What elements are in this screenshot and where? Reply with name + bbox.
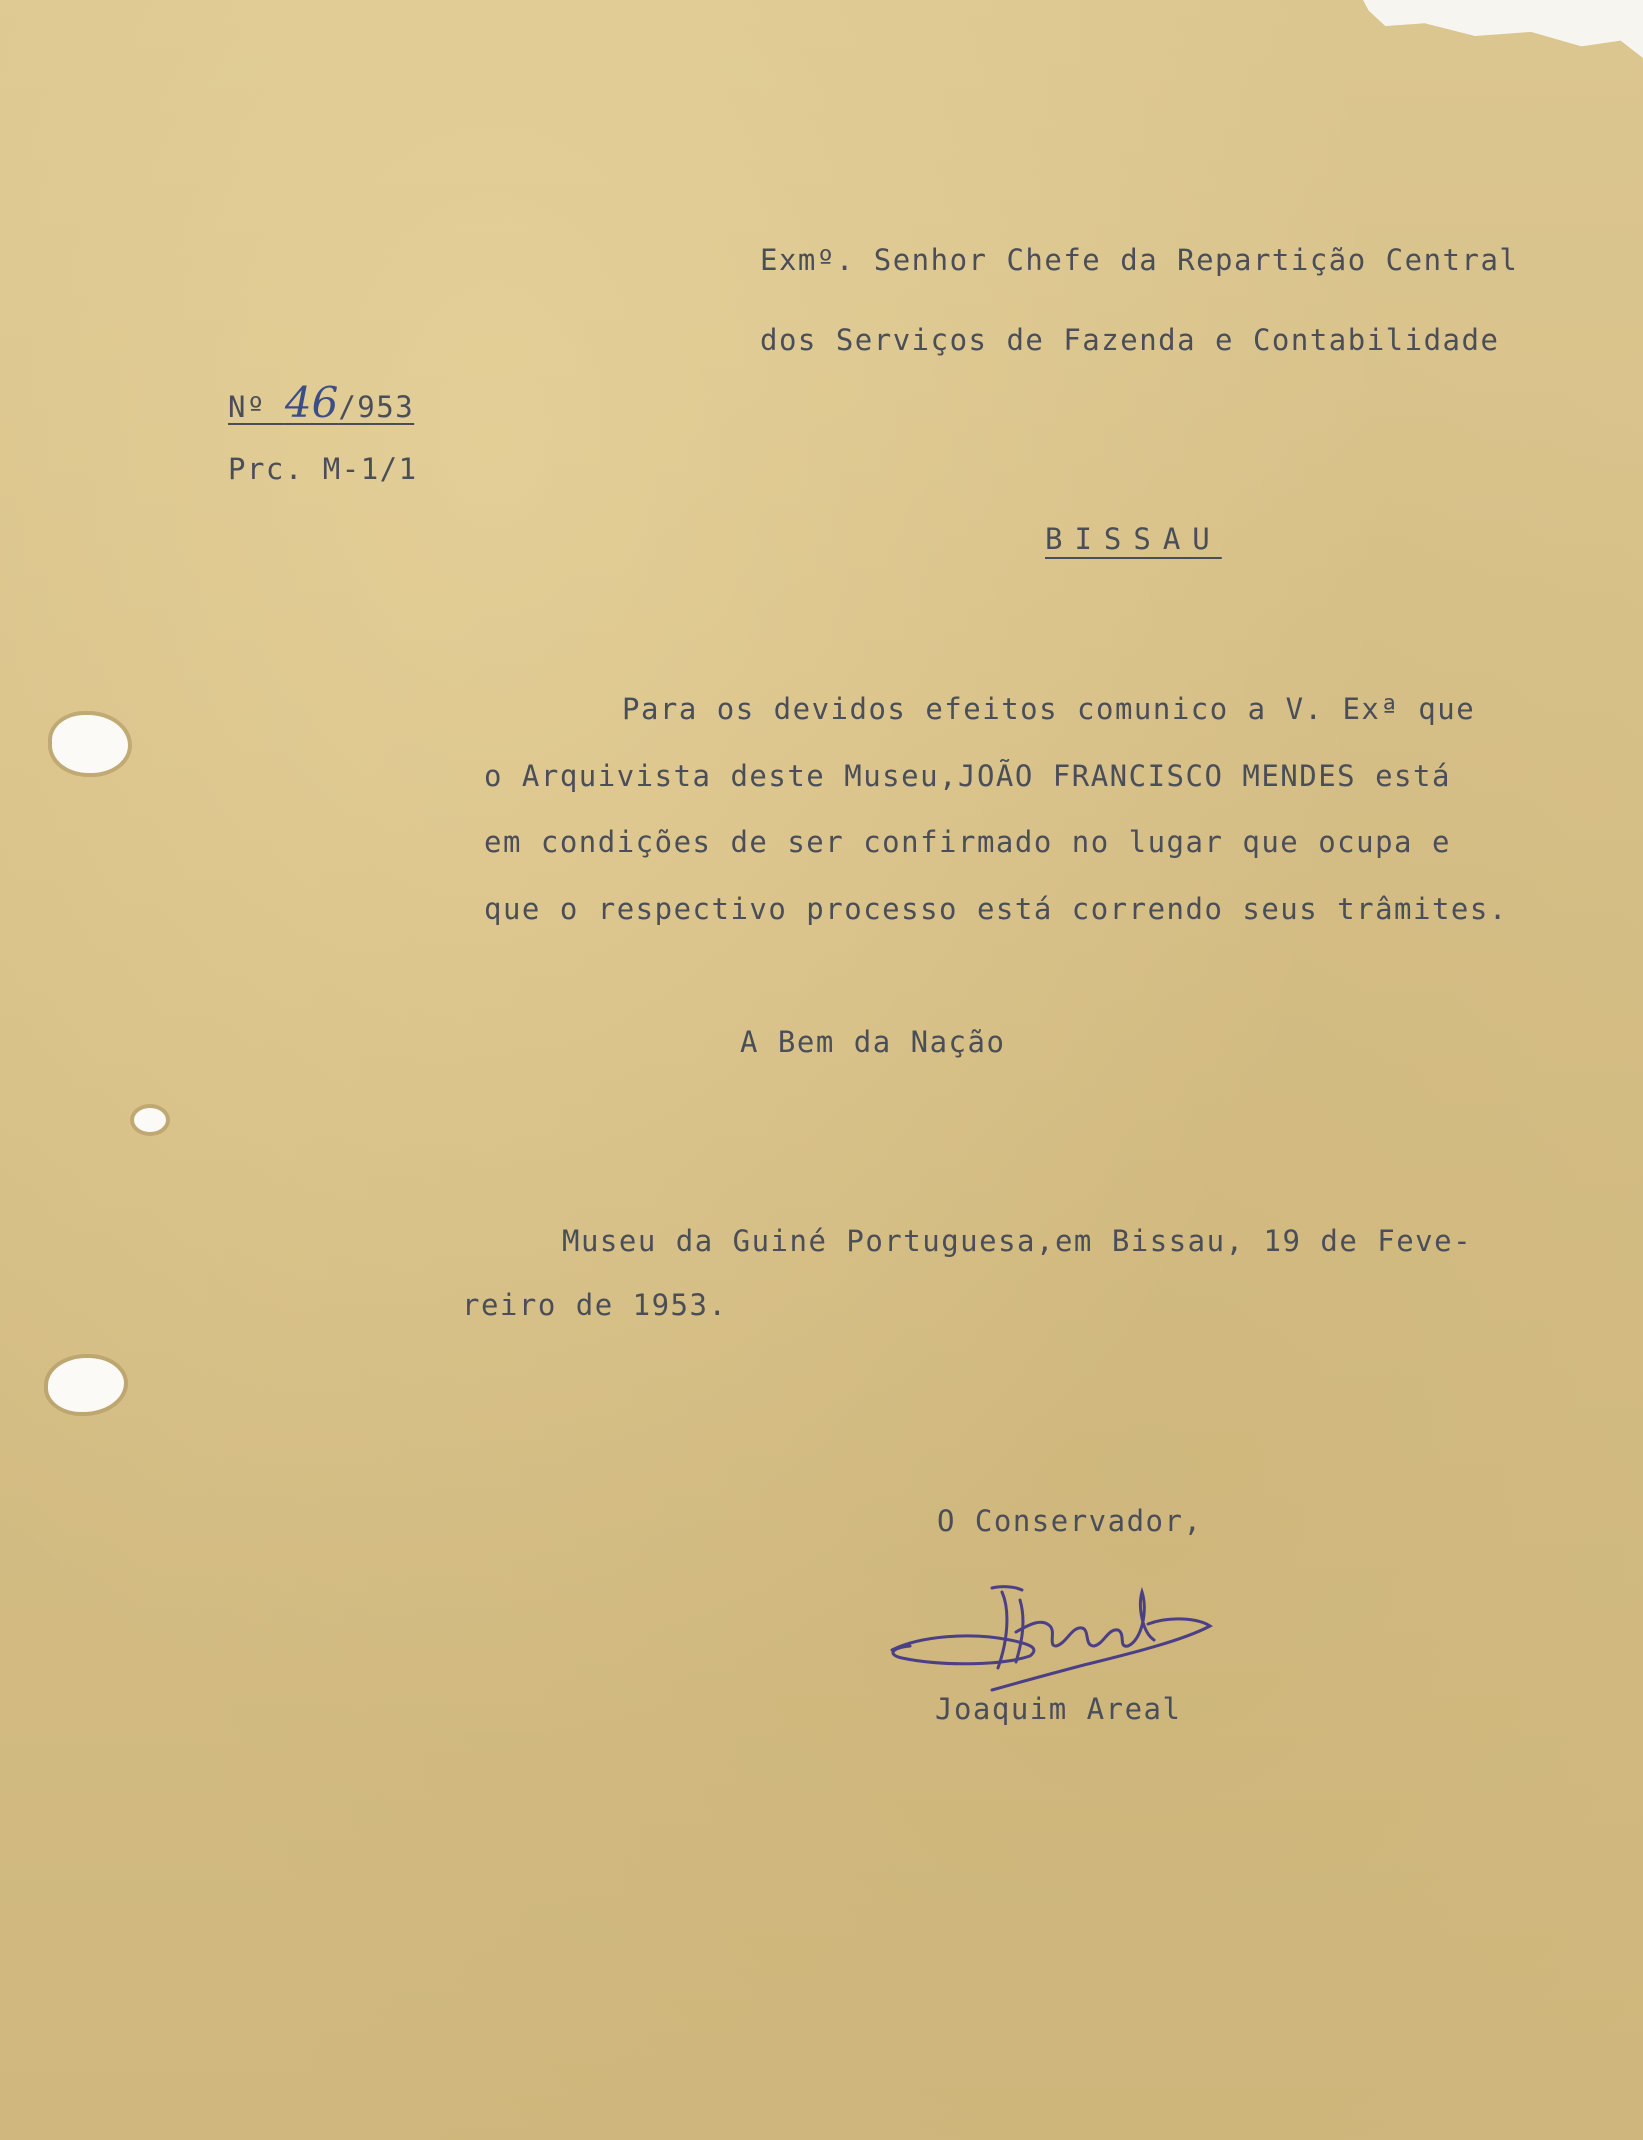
recipient-line-1: Exmº. Senhor Chefe da Repartição Central: [760, 243, 1519, 277]
punch-hole-top: [52, 715, 128, 773]
closing-salutation: A Bem da Nação: [740, 1025, 1006, 1059]
paper-tear-small: [134, 1108, 166, 1132]
body-line-1: Para os devidos efeitos comunico a V. Exª que: [622, 692, 1476, 726]
punch-hole-bottom: [48, 1358, 124, 1412]
destination-city: BISSAU: [1045, 522, 1222, 556]
place-date-line-1: Museu da Guiné Portuguesa,em Bissau, 19 de Feve-: [562, 1224, 1473, 1258]
signer-name: Joaquim Areal: [935, 1692, 1182, 1726]
process-reference: Prc. M-1/1: [228, 452, 418, 486]
place-date-line-2: reiro de 1953.: [462, 1288, 728, 1322]
reference-year: /953: [338, 390, 415, 424]
reference-number: [228, 378, 415, 427]
body-line-4: que o respectivo processo está correndo seus trâmites.: [484, 892, 1508, 926]
body-line-2: o Arquivista deste Museu,JOÃO FRANCISCO MENDES está: [484, 759, 1451, 793]
reference-prefix: Nº: [228, 390, 285, 424]
reference-handwritten-number: 46: [284, 378, 339, 427]
recipient-line-2: dos Serviços de Fazenda e Contabilidade: [760, 323, 1500, 357]
signer-role: O Conservador,: [937, 1504, 1203, 1538]
body-line-3: em condições de ser confirmado no lugar que ocupa e: [484, 825, 1451, 859]
handwritten-signature: [880, 1570, 1230, 1700]
torn-corner: [1363, 0, 1643, 58]
